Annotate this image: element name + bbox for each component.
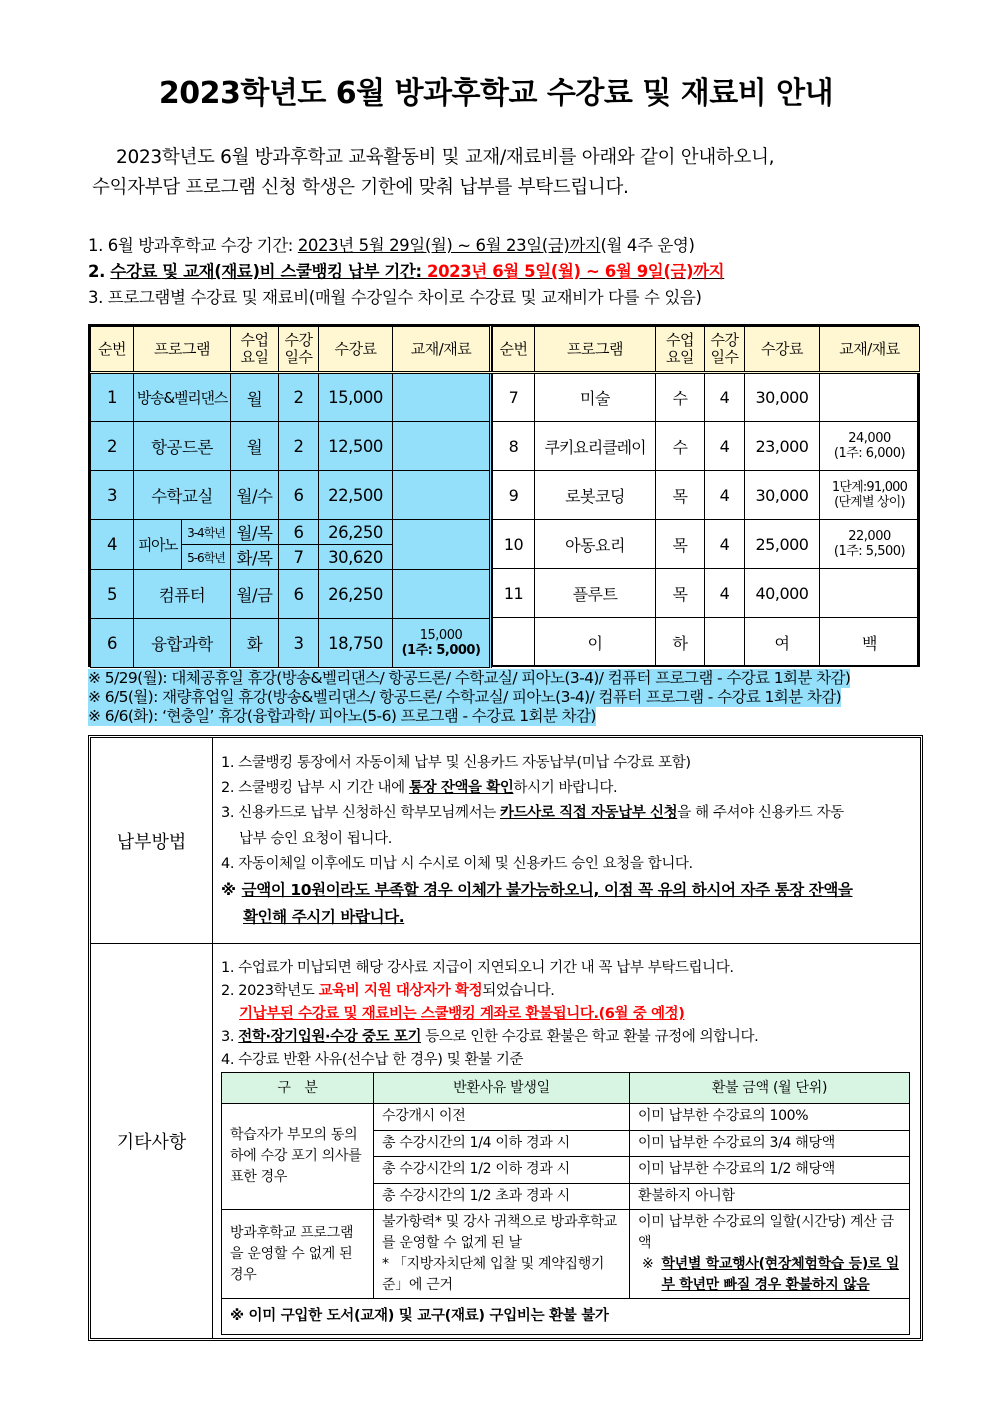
row-count: 4	[705, 520, 745, 569]
etc-line: 2. 2023학년도 교육비 지원 대상자가 확정되었습니다.	[221, 983, 555, 999]
table-row	[91, 373, 491, 422]
row-count: 6	[279, 520, 319, 545]
row-fee: 18,750	[319, 619, 393, 668]
item-period	[88, 233, 918, 259]
row-fee: 12,500	[319, 422, 393, 471]
refund-amount: 이미 납부한 수강료의 3/4 해당액	[630, 1130, 910, 1157]
fee-header-row	[493, 327, 920, 373]
col-program: 프로그램	[535, 327, 656, 373]
row-grade: 5-6학년	[182, 545, 231, 570]
col-no: 순번	[493, 327, 535, 373]
col-no: 순번	[91, 327, 134, 373]
row-no: 7	[493, 373, 535, 422]
row-material: 1단계:91,000 (단계별 상이)	[820, 471, 920, 520]
item-payment-period	[88, 259, 918, 285]
row-day: 하	[656, 618, 705, 667]
row-no: 2	[91, 422, 134, 471]
row-count: 2	[279, 422, 319, 471]
row-fee: 30,620	[319, 545, 393, 570]
table-row	[91, 422, 491, 471]
refund-col-category: 구 분	[222, 1073, 374, 1104]
row-material	[820, 569, 920, 618]
intro-line-1: 2023학년도 6월 방과후학교 교육활동비 및 교재/재료비를 아래와 같이 안내하오니,	[116, 147, 775, 168]
row-material: 22,000 (1주: 5,500)	[820, 520, 920, 569]
row-program: 방송&벨리댄스	[134, 373, 231, 422]
col-program: 프로그램	[134, 327, 231, 373]
row-no: 11	[493, 569, 535, 618]
row-count: 4	[705, 569, 745, 618]
row-fee: 26,250	[319, 520, 393, 545]
row-count	[705, 618, 745, 667]
holiday-note: ※ 6/5(월): 재량휴업일 휴강(방송&벨리댄스/ 항공드론/ 수학교실/ 피아노(3-4)/ 컴퓨터 프로그램 - 수강료 1회분 차감)	[88, 688, 842, 706]
holiday-notes	[88, 669, 850, 726]
row-program: 이	[535, 618, 656, 667]
refund-table	[221, 1072, 910, 1335]
table-row	[91, 619, 491, 668]
row-day: 수	[656, 422, 705, 471]
row-no: 1	[91, 373, 134, 422]
row-count: 2	[279, 373, 319, 422]
col-fee: 수강료	[319, 327, 393, 373]
row-no: 3	[91, 471, 134, 520]
col-material: 교재/재료	[820, 327, 920, 373]
row-program: 융합과학	[134, 619, 231, 668]
table-row	[493, 422, 920, 471]
row-fee: 여	[745, 618, 820, 667]
row-count: 4	[705, 373, 745, 422]
row-count: 4	[705, 471, 745, 520]
holiday-note: ※ 5/29(월): 대체공휴일 휴강(방송&벨리댄스/ 항공드론/ 수학교실/ 피아노(3-4)/ 컴퓨터 프로그램 - 수강료 1회분 차감)	[88, 669, 851, 687]
fee-header-row	[91, 327, 491, 373]
row-material: 백	[820, 618, 920, 667]
row-program: 수학교실	[134, 471, 231, 520]
refund-amount: 이미 납부한 수강료의 1/2 해당액	[630, 1157, 910, 1184]
item-2-label: 수강료 및 교재(재료)비 스쿨뱅킹 납부 기간: 2023년 6월 5일(월) ~ 6월 9일(금)까지	[110, 262, 725, 281]
row-program: 아동요리	[535, 520, 656, 569]
row-no: 10	[493, 520, 535, 569]
row-material	[393, 422, 491, 471]
row-no: 6	[91, 619, 134, 668]
item-2-number: 2.	[88, 262, 111, 281]
refund-row	[222, 1104, 910, 1131]
holiday-note: ※ 6/6(화): ‘현충일’ 휴강(융합과학/ 피아노(5-6) 프로그램 - 수강료 1회분 차감)	[88, 707, 596, 725]
etc-line: 3. 전학·장기입원·수강 중도 포기 등으로 인한 수강료 환불은 학교 환불 규정에 의합니다.	[221, 1029, 759, 1045]
table-row	[493, 373, 920, 422]
row-day: 목	[656, 569, 705, 618]
refund-footer-row	[222, 1299, 910, 1335]
item-1-period: 2023년 5월 29일(월) ~ 6월 23일(금)까지	[297, 236, 601, 255]
refund-when: 수강개시 이전	[374, 1104, 630, 1131]
row-program: 항공드론	[134, 422, 231, 471]
row-no: 4	[91, 520, 134, 570]
refund-header-row	[222, 1073, 910, 1104]
payment-body	[213, 738, 920, 943]
etc-line: 1. 수업료가 미납되면 해당 강사료 지급이 지연되오니 기간 내 꼭 납부 부탁드립니다.	[221, 960, 734, 976]
row-fee: 30,000	[745, 471, 820, 520]
refund-col-amount: 환불 금액 (월 단위)	[630, 1073, 910, 1104]
item-2-period: 2023년 6월 5일(월) ~ 6월 9일(금)까지	[427, 262, 725, 281]
row-day: 월/목	[231, 520, 279, 545]
row-day: 목	[656, 471, 705, 520]
refund-when: 총 수강시간의 1/2 초과 경과 시	[374, 1183, 630, 1210]
row-no: 8	[493, 422, 535, 471]
payment-section	[91, 738, 920, 944]
refund-group-label: 방과후학교 프로그램을 운영할 수 없게 된 경우	[222, 1210, 374, 1299]
row-fee: 40,000	[745, 569, 820, 618]
row-fee: 30,000	[745, 373, 820, 422]
etc-line: 4. 수강료 반환 사유(선수납 한 경우) 및 환불 기준	[221, 1052, 524, 1068]
row-day: 월	[231, 422, 279, 471]
payment-line: 1. 스쿨뱅킹 통장에서 자동이체 납부 및 신용카드 자동납부(미납 수강료 포함)	[221, 755, 691, 771]
page-title: 2023학년도 6월 방과후학교 수강료 및 재료비 안내	[158, 76, 834, 111]
row-fee: 25,000	[745, 520, 820, 569]
info-table	[88, 735, 923, 1341]
intro-paragraph	[92, 143, 922, 203]
row-material	[820, 373, 920, 422]
row-program: 쿠키요리클레이	[535, 422, 656, 471]
col-count: 수강 일수	[279, 327, 319, 373]
row-no: 5	[91, 570, 134, 619]
row-material	[393, 471, 491, 520]
payment-line: 3. 신용카드로 납부 신청하신 학부모님께서는 카드사로 직접 자동납부 신청을 해 주셔야 신용카드 자동	[221, 805, 844, 822]
refund-amount: 이미 납부한 수강료의 100%	[630, 1104, 910, 1131]
etc-section	[91, 944, 920, 1338]
item-1-suffix: (월 4주 운영)	[600, 236, 695, 255]
row-day: 월/금	[231, 570, 279, 619]
payment-line: 2. 스쿨뱅킹 납부 시 기간 내에 통장 잔액을 확인하시기 바랍니다.	[221, 780, 618, 797]
col-fee: 수강료	[745, 327, 820, 373]
table-row	[493, 569, 920, 618]
table-row	[493, 520, 920, 569]
row-program: 컴퓨터	[134, 570, 231, 619]
row-count: 4	[705, 422, 745, 471]
col-material: 교재/재료	[393, 327, 491, 373]
row-fee: 23,000	[745, 422, 820, 471]
col-day: 수업 요일	[231, 327, 279, 373]
row-day: 월/수	[231, 471, 279, 520]
row-day: 화	[231, 619, 279, 668]
row-no	[493, 618, 535, 667]
row-day: 목	[656, 520, 705, 569]
row-count: 3	[279, 619, 319, 668]
fee-table-left	[90, 326, 492, 668]
row-program: 피아노	[134, 520, 182, 570]
item-1-label: 1. 6월 방과후학교 수강 기간:	[88, 236, 298, 255]
info-items	[88, 233, 918, 311]
etc-line: 기납부된 수강료 및 재료비는 스쿨뱅킹 계좌로 환불됩니다.(6월 중 예정)	[239, 1006, 685, 1022]
table-row	[493, 471, 920, 520]
table-row	[91, 570, 491, 619]
refund-footer: ※ 이미 구입한 도서(교재) 및 교구(재료) 구입비는 환불 불가	[222, 1299, 910, 1335]
row-program: 플루트	[535, 569, 656, 618]
fee-table-right	[492, 326, 920, 667]
refund-group-label: 학습자가 부모의 동의하에 수강 포기 의사를 표한 경우	[222, 1104, 374, 1210]
row-count: 6	[279, 471, 319, 520]
intro-line-2: 수익자부담 프로그램 신청 학생은 기한에 맞춰 납부를 부탁드립니다.	[92, 177, 629, 198]
table-row	[91, 520, 491, 545]
row-no: 9	[493, 471, 535, 520]
row-material: 15,000 (1주: 5,000)	[393, 619, 491, 668]
row-material	[393, 373, 491, 422]
row-fee: 26,250	[319, 570, 393, 619]
table-row	[91, 471, 491, 520]
row-fee: 15,000	[319, 373, 393, 422]
payment-warning: ※ 금액이 10원이라도 부족할 경우 이체가 불가능하오니, 이점 꼭 유의 하시어 자주 통장 잔액을	[221, 881, 853, 900]
col-day: 수업 요일	[656, 327, 705, 373]
payment-label: 납부방법	[91, 738, 213, 943]
row-material	[393, 520, 491, 570]
refund-when: 불가항력* 및 강사 귀책으로 방과후학교를 운영할 수 없게 된 날 * 「지방자치단체 입찰 및 계약집행기준」에 근거	[374, 1210, 630, 1299]
col-count: 수강 일수	[705, 327, 745, 373]
row-count: 6	[279, 570, 319, 619]
row-day: 화/목	[231, 545, 279, 570]
refund-row	[222, 1210, 910, 1299]
row-fee: 22,500	[319, 471, 393, 520]
row-grade: 3-4학년	[182, 520, 231, 545]
refund-when: 총 수강시간의 1/2 이하 경과 시	[374, 1157, 630, 1184]
row-program: 로봇코딩	[535, 471, 656, 520]
row-day: 수	[656, 373, 705, 422]
etc-label: 기타사항	[91, 944, 213, 1338]
row-program: 미술	[535, 373, 656, 422]
refund-amount: 이미 납부한 수강료의 일할(시간당) 계산 금액 ※ 학년별 학교행사(현장체험학습 등)로 일부 학년만 빠질 경우 환불하지 않음	[630, 1210, 910, 1299]
row-material: 24,000 (1주: 6,000)	[820, 422, 920, 471]
refund-amount: 환불하지 아니함	[630, 1183, 910, 1210]
payment-line: 납부 승인 요청이 됩니다.	[239, 830, 392, 847]
item-fee-header: 3. 프로그램별 수강료 및 재료비(매월 수강일수 차이로 수강료 및 교재비가 다를 수 있음)	[88, 288, 702, 307]
payment-line: 4. 자동이체일 이후에도 미납 시 수시로 이체 및 신용카드 승인 요청을 합니다.	[221, 855, 693, 872]
table-row	[493, 618, 920, 667]
refund-col-when: 반환사유 발생일	[374, 1073, 630, 1104]
refund-when: 총 수강시간의 1/4 이하 경과 시	[374, 1130, 630, 1157]
fee-table	[88, 324, 919, 667]
payment-warning: 확인해 주시기 바랍니다.	[243, 908, 405, 927]
row-count: 7	[279, 545, 319, 570]
row-day: 월	[231, 373, 279, 422]
row-material	[393, 570, 491, 619]
